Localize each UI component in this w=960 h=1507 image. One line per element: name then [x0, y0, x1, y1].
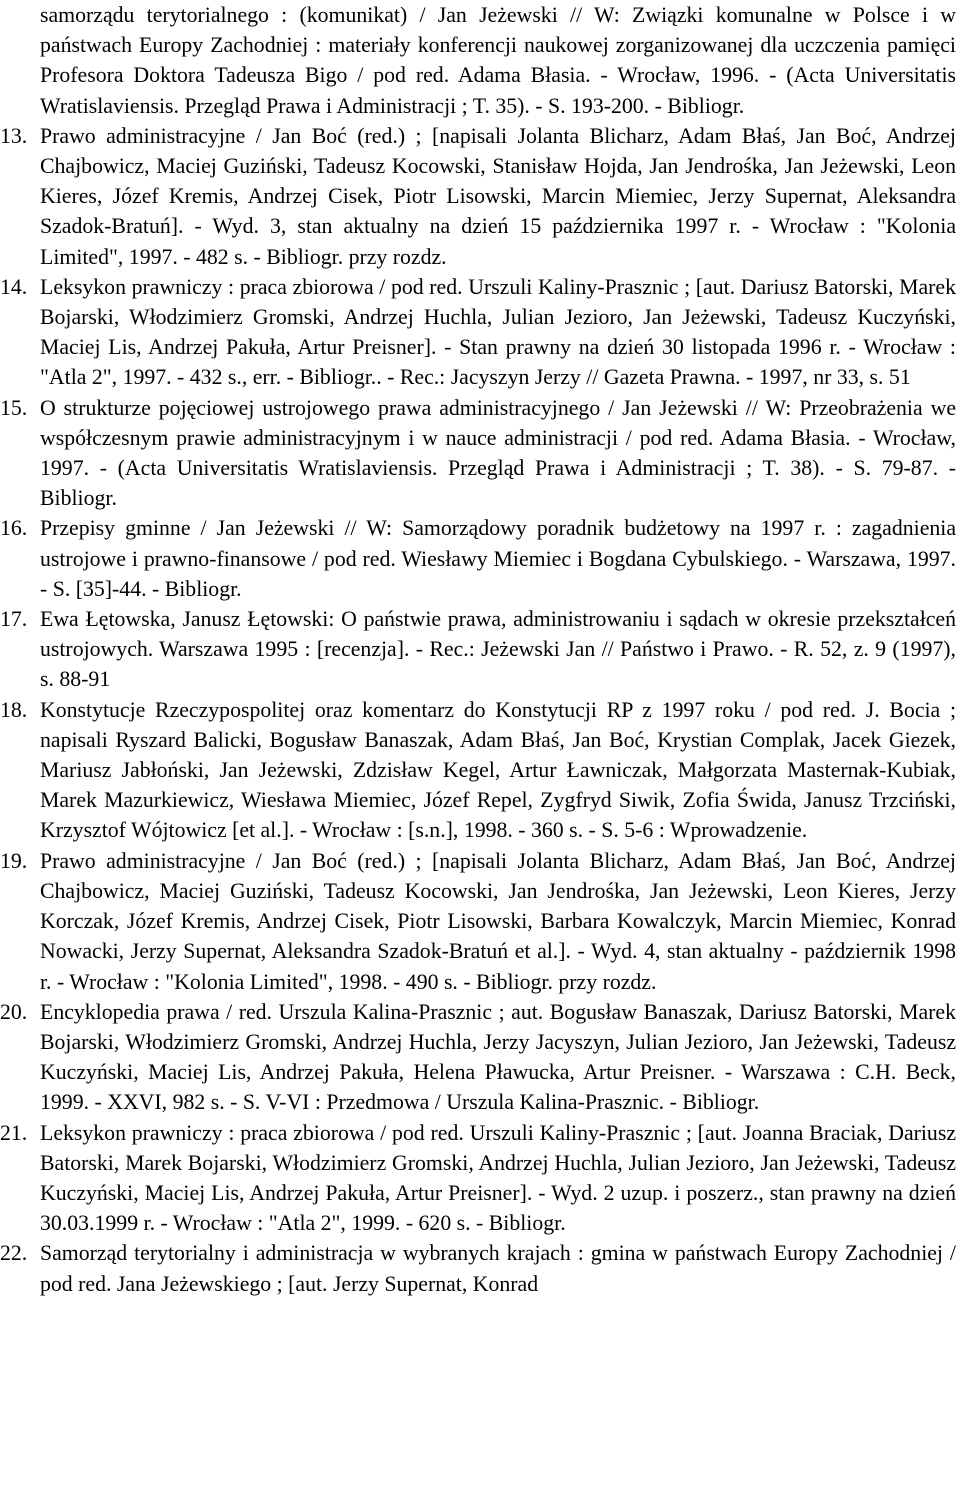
bibliography-entry	[0, 695, 960, 846]
entry-text: Przepisy gminne / Jan Jeżewski // W: Samorządowy poradnik budżetowy na 1997 r. : zagadnienia ustrojowe i prawno-finansowe / pod red. Wiesławy Miemiec i Bogdana Cybulskiego. - Warszawa, 1997. - S. [35]-44. - Bibliogr.	[40, 516, 956, 601]
bibliography-entry	[0, 1238, 960, 1298]
entry-text: Prawo administracyjne / Jan Boć (red.) ; [napisali Jolanta Blicharz, Adam Błaś, Jan Boć, Andrzej Chajbowicz, Maciej Guziński, Tadeusz Kocowski, Jan Jendrośka, Jan Jeżewski, Leon Kieres, Jerzy Korczak, Józef Kremis, Andrzej Cisek, Piotr Lisowski, Barbara Kowalczyk, Marcin Miemiec, Konrad Nowacki, Jerzy Supernat, Aleksandra Szadok-Bratuń et al.]. - Wyd. 4, stan aktualny - październik 1998 r. - Wrocław : "Kolonia Limited", 1998. - 490 s. - Bibliogr. przy rozdz.	[40, 848, 956, 994]
entry-number: 22.	[0, 1241, 28, 1266]
entry-text: O strukturze pojęciowej ustrojowego prawa administracyjnego / Jan Jeżewski // W: Przeobrażenia we współczesnym prawie administracyjnym i w nauce administracji / pod red. Adama Błasia. - Wrocław, 1997. - (Acta Universitatis Wratislaviensis. Przegląd Prawa i Administracji ; T. 38). - S. 79-87. - Bibliogr.	[40, 395, 956, 511]
entry-number: 16.	[0, 516, 28, 541]
bibliography-entry	[0, 846, 960, 997]
entry-number: 19.	[0, 848, 28, 873]
entry-text: Ewa Łętowska, Janusz Łętowski: O państwie prawa, administrowaniu i sądach w okresie przekształceń ustrojowych. Warszawa 1995 : [recenzja]. - Rec.: Jeżewski Jan // Państwo i Prawo. - R. 52, z. 9 (1997), s. 88-91	[40, 607, 956, 692]
bibliography-entry-continuation: samorządu terytorialnego : (komunikat) / Jan Jeżewski // W: Związki komunalne w Polsce i w państwach Europy Zachodniej : materiały konferencji naukowej zorganizowanej dla uczczenia pamięci Profesora Doktora Tadeusza Bigo / pod red. Adama Błasia. - Wrocław, 1996. - (Acta Universitatis Wratislaviensis. Przegląd Prawa i Administracji ; T. 35). - S. 193-200. - Bibliogr.	[40, 3, 956, 118]
entry-number: 13.	[0, 123, 28, 148]
entry-text: Konstytucje Rzeczypospolitej oraz komentarz do Konstytucji RP z 1997 roku / pod red. J. Bocia ; napisali Ryszard Balicki, Bogusław Banaszak, Adam Błaś, Jan Boć, Krystian Complak, Jacek Giezek, Mariusz Jabłoński, Jan Jeżewski, Zdzisław Kegel, Artur Ławniczak, Małgorzata Masternak-Kubiak, Marek Mazurkiewicz, Wiesława Miemiec, Józef Repel, Zygfryd Siwik, Zofia Świda, Janusz Trzciński, Krzysztof Wójtowicz [et al.]. - Wrocław : [s.n.], 1998. - 360 s. - S. 5-6 : Wprowadzenie.	[40, 697, 956, 843]
bibliography-entry	[0, 272, 960, 393]
entry-text: Prawo administracyjne / Jan Boć (red.) ; [napisali Jolanta Blicharz, Adam Błaś, Jan Boć, Andrzej Chajbowicz, Maciej Guziński, Tadeusz Kocowski, Stanisław Hojda, Jan Jendrośka, Jan Jeżewski, Leon Kieres, Józef Kremis, Andrzej Cisek, Piotr Lisowski, Marcin Miemiec, Jerzy Supernat, Aleksandra Szadok-Bratuń]. - Wyd. 3, stan aktualny na dzień 15 października 1997 r. - Wrocław : "Kolonia Limited", 1997. - 482 s. - Bibliogr. przy rozdz.	[40, 123, 956, 269]
entry-number: 21.	[0, 1120, 28, 1145]
bibliography-entry	[0, 1118, 960, 1239]
entry-text: Leksykon prawniczy : praca zbiorowa / pod red. Urszuli Kaliny-Prasznic ; [aut. Dariusz Batorski, Marek Bojarski, Włodzimierz Gromski, Andrzej Huchla, Julian Jezioro, Jan Jeżewski, Tadeusz Kuczyński, Maciej Lis, Andrzej Pakuła, Artur Preisner]. - Stan prawny na dzień 30 listopada 1996 r. - Wrocław : "Atla 2", 1997. - 432 s., err. - Bibliogr.. - Rec.: Jacyszyn Jerzy // Gazeta Prawna. - 1997, nr 33, s. 51	[40, 274, 956, 390]
entry-number: 18.	[0, 697, 28, 722]
entry-text: Leksykon prawniczy : praca zbiorowa / pod red. Urszuli Kaliny-Prasznic ; [aut. Joanna Braciak, Dariusz Batorski, Marek Bojarski, Włodzimierz Gromski, Andrzej Huchla, Julian Jezioro, Jan Jeżewski, Tadeusz Kuczyński, Maciej Lis, Andrzej Pakuła, Artur Preisner]. - Wyd. 2 uzup. i poszerz., stan prawny na dzień 30.03.1999 r. - Wrocław : "Atla 2", 1999. - 620 s. - Bibliogr.	[40, 1120, 956, 1236]
bibliography-entry	[0, 997, 960, 1118]
bibliography-entry	[0, 604, 960, 695]
entry-number: 17.	[0, 607, 28, 632]
entry-number: 20.	[0, 999, 28, 1024]
entry-text: Encyklopedia prawa / red. Urszula Kalina-Prasznic ; aut. Bogusław Banaszak, Dariusz Batorski, Marek Bojarski, Włodzimierz Gromski, Andrzej Huchla, Jerzy Jacyszyn, Julian Jezioro, Jan Jeżewski, Tadeusz Kuczyński, Maciej Lis, Andrzej Pakuła, Helena Pławucka, Artur Preisner. - Warszawa : C.H. Beck, 1999. - XXVI, 982 s. - S. V-VI : Przedmowa / Urszula Kalina-Prasznic. - Bibliogr.	[40, 999, 956, 1115]
entry-number: 15.	[0, 395, 28, 420]
bibliography-entry	[0, 513, 960, 604]
entry-text: Samorząd terytorialny i administracja w wybranych krajach : gmina w państwach Europy Zachodniej / pod red. Jana Jeżewskiego ; [aut. Jerzy Supernat, Konrad	[40, 1241, 956, 1296]
bibliography-entry	[0, 393, 960, 514]
bibliography-entry	[0, 121, 960, 272]
entry-number: 14.	[0, 274, 28, 299]
